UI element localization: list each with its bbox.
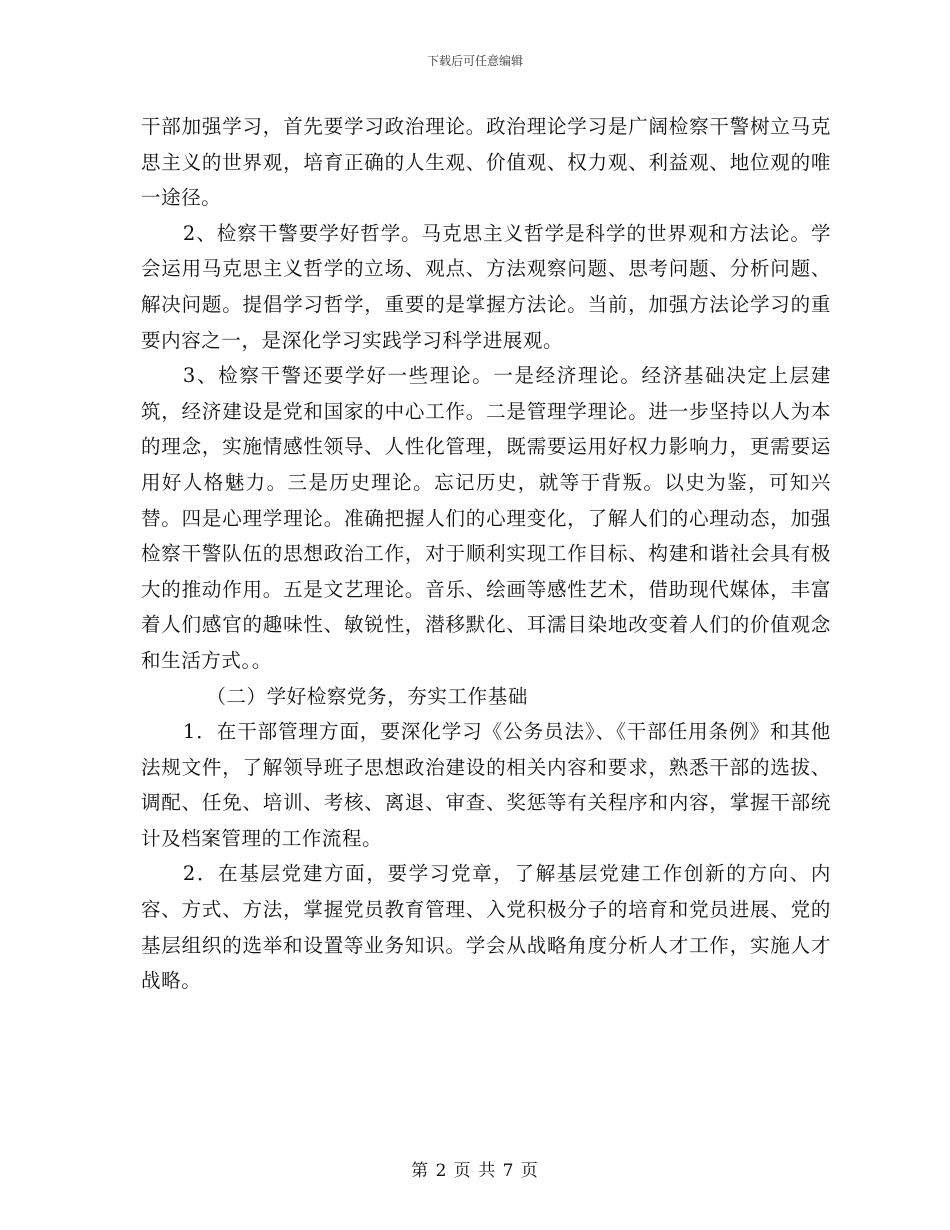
paragraph-party-building: 2．在基层党建方面，要学习党章，了解基层党建工作创新的方向、内容、方式、方法，掌握党员教育管理、入党积极分子的培育和党员进展、党的基层组织的选举和设置等业务知识。学会从战略角度分析人才工作，实施人才战略。	[141, 862, 831, 993]
paragraph-philosophy: 2、检察干警要学好哲学。马克思主义哲学是科学的世界观和方法论。学会运用马克思主义哲学的立场、观点、方法观察问题、思考问题、分析问题、解决问题。提倡学习哲学，重要的是掌握方法论。当前，加强方法论学习的重要内容之一，是深化学习实践学习科学进展观。	[141, 221, 831, 352]
paragraph-cadre-management: 1．在干部管理方面，要深化学习《公务员法》、《干部任用条例》和其他法规文件，了解领导班子思想政治建设的相关内容和要求，熟悉干部的选拔、调配、任免、培训、考核、离退、审查、奖惩等有关程序和内容，掌握干部统计及档案管理的工作流程。	[141, 720, 831, 850]
paragraph-theories: 3、检察干警还要学好一些理论。一是经济理论。经济基础决定上层建筑，经济建设是党和国家的中心工作。二是管理学理论。进一步坚持以人为本的理念，实施情感性领导、人性化管理，既需要运用好权力影响力，更需要运用好人格魅力。三是历史理论。忘记历史，就等于背叛。以史为鉴，可知兴替。四是心理学理论。准确把握人们的心理变化，了解人们的心理动态，加强检察干警队伍的思想政治工作，对于顺利实现工作目标、构建和谐社会具有极大的推动作用。五是文艺理论。音乐、绘画等感性艺术，借助现代媒体，丰富着人们感官的趣味性、敏锐性，潜移默化、耳濡目染地改变着人们的价值观念和生活方式。。	[141, 364, 831, 672]
paragraph-intro: 干部加强学习，首先要学习政治理论。政治理论学习是广阔检察干警树立马克思主义的世界观，培育正确的人生观、价值观、权力观、利益观、地位观的唯一途径。	[141, 115, 831, 210]
section-heading: （二）学好检察党务，夯实工作基础	[206, 684, 528, 708]
page-header: 下载后可任意编辑	[426, 54, 523, 68]
page-number: 第 2 页 共 7 页	[411, 1161, 539, 1181]
document-body	[141, 109, 831, 999]
